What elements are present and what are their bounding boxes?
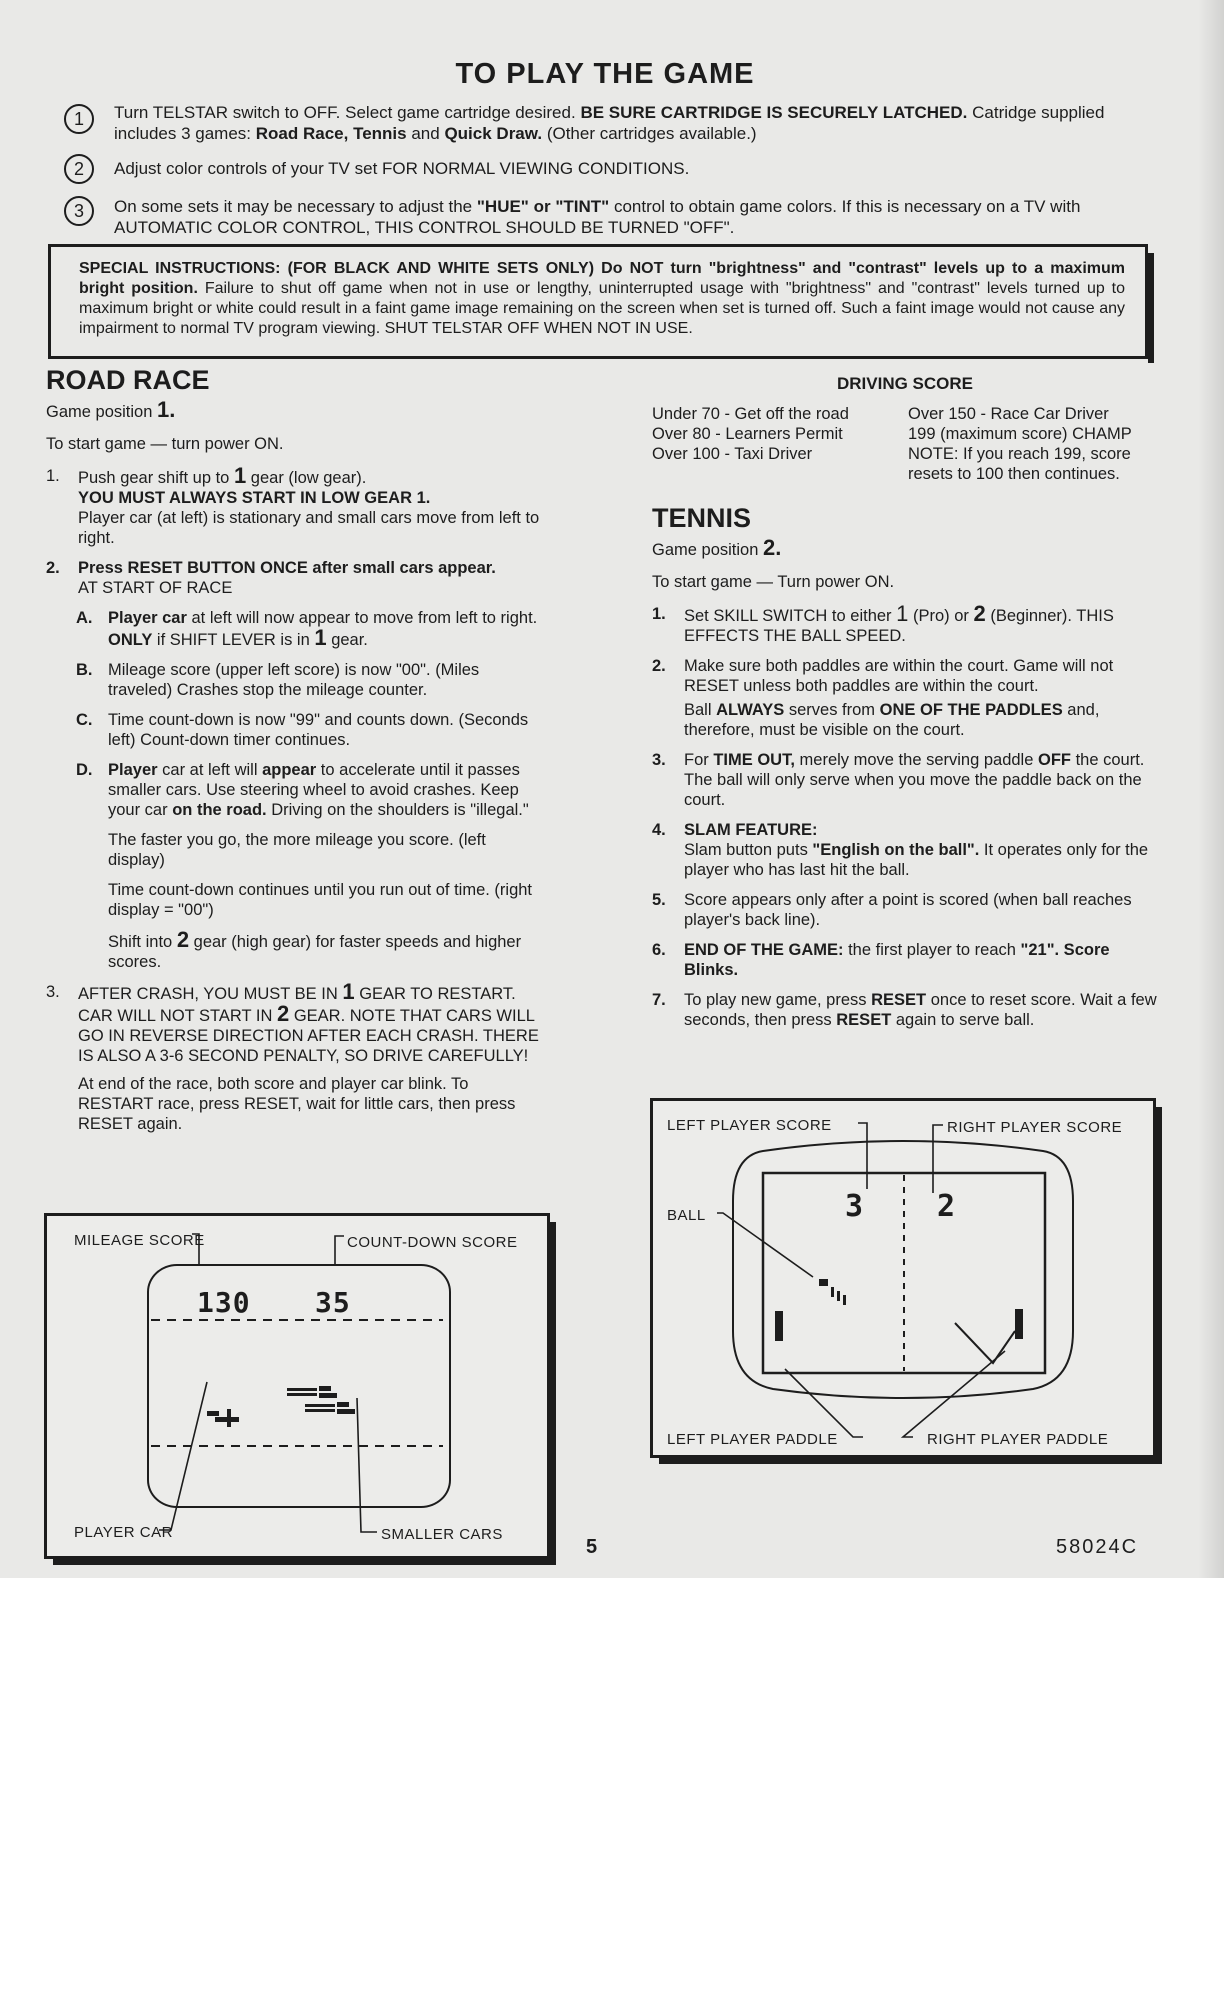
list-number: 1. [652,605,666,623]
driving-score-row: Over 80 - Learners Permit [652,425,843,443]
road-race-start: To start game — turn power ON. [46,435,284,453]
step-text-bold: Quick Draw. [444,124,543,143]
right-player-score-label: RIGHT PLAYER SCORE [947,1119,1123,1136]
game-position-number: 2. [762,535,782,560]
item-text: again to serve ball. [895,1011,1035,1029]
mileage-leader-line [192,1234,199,1264]
step-3 [64,196,1144,238]
road-race-drawing [47,1216,547,1556]
item-text: GEAR TO RESTART. CAR WILL NOT START IN [78,985,516,1025]
item-text: gear. [331,631,368,649]
tennis-serve-note [684,700,1158,740]
item-bold-text: "21". Score Blinks. [684,941,1110,979]
item-gear-number: 1 [314,625,327,650]
left-score-leader-line [858,1123,867,1189]
item-text: to accelerate until it passes smaller cars. Use steering wheel to avoid crashes. Keep your car [108,761,520,819]
step-text-part: Turn TELSTAR switch to OFF. Select game cartridge desired. [114,103,576,122]
skill-number: 1 [896,601,909,626]
item-text: car at left will [162,761,258,779]
game-position-number: 1. [156,397,176,422]
step-1 [64,102,1144,144]
tennis-item-1 [652,601,1158,646]
list-number: 2. [652,657,666,675]
list-letter: A. [76,609,93,627]
driving-score-note: NOTE: If you reach 199, score resets to 100 then continues. [908,445,1131,483]
special-instructions-text: Failure to shut off game when not in use or lengthy, uninterrupted usage with "brightness" and "contrast" levels turned up to maximum bright or white could result in a faint game image remaining on the screen when set is turned off. Such a faint image would not cause any impairment to normal TV program viewing. SHUT TELSTAR OFF WHEN NOT IN USE. [79,280,1125,337]
list-number: 2. [46,559,60,577]
step-number: 1 [64,104,94,134]
road-race-item-2a [76,608,546,650]
road-race-item-2 [46,558,546,598]
step-text-bold: "HUE" or "TINT" [476,197,610,216]
item-gear-number: 1 [342,979,355,1004]
step-number: 3 [64,196,94,226]
road-race-shift-note [108,927,546,972]
road-race-restart-note: At end of the race, both score and player car blink. To RESTART race, press RESET, wait for little cars, then press RESET again. [78,1075,516,1133]
item-text: AFTER CRASH, YOU MUST BE IN [78,985,338,1003]
tennis-diagram [650,1098,1156,1458]
item-text: the court. The ball will only serve when you move the paddle back on the court. [684,751,1145,809]
smaller-cars-icon [287,1386,355,1414]
tennis-item-4 [652,820,1158,880]
list-letter: C. [76,711,93,729]
driving-score-left [652,404,897,484]
item-gear-number: 1 [233,463,247,488]
item-bold-text: SLAM FEATURE: [684,821,818,839]
list-number: 1. [46,467,60,485]
item-text: Ball [684,701,712,719]
list-number: 5. [652,891,666,909]
road-race-section [46,365,546,1144]
ball-label: BALL [667,1207,706,1224]
player-car-leader-line [159,1382,207,1530]
item-text: (Pro) or [913,607,969,625]
item-text: Shift into [108,933,173,951]
player-car-icon [207,1409,239,1427]
tennis-start: To start game — Turn power ON. [652,573,895,591]
countdown-score-label: COUNT-DOWN SCORE [347,1234,518,1251]
left-paddle-icon [775,1311,783,1341]
item-text: serves from [788,701,876,719]
list-letter: B. [76,661,93,679]
step-text: Adjust color controls of your TV set FOR NORMAL VIEWING CONDITIONS. [114,159,690,178]
item-text: To play new game, press [684,991,867,1009]
list-letter: D. [76,761,93,779]
item-text: Slam button puts [684,841,808,859]
tennis-game-position [652,535,1158,560]
road-race-game-position [46,397,546,422]
item-bold-text: ONE OF THE PADDLES [879,701,1063,719]
left-player-score-label: LEFT PLAYER SCORE [667,1117,832,1134]
smaller-cars-label: SMALLER CARS [381,1526,503,1543]
item-text: Mileage score (upper left score) is now "00". (Miles traveled) Crashes stop the mileage counter. [108,661,480,699]
ball-path [955,1323,1015,1363]
left-player-paddle-label: LEFT PLAYER PADDLE [667,1431,838,1448]
road-race-item-2c [76,710,546,750]
item-text: the first player to reach [848,941,1016,959]
tennis-item-2 [652,656,1158,740]
item-text: Player car (at left) is stationary and small cars move from left to right. [78,509,540,547]
list-number: 7. [652,991,666,1009]
item-gear-number: 2 [276,1001,290,1026]
item-text: It operates only for the player who has last hit the ball. [684,841,1149,879]
driving-score-table [652,404,1158,484]
page-number: 5 [586,1536,598,1558]
special-instructions-box [48,244,1148,359]
step-text-bold: Road Race, Tennis [255,124,407,143]
mileage-score-label: MILEAGE SCORE [74,1232,205,1249]
item-bold-text: TIME OUT, [713,751,795,769]
right-paddle-icon [1015,1309,1023,1339]
item-text: gear (low gear). [250,469,367,487]
step-text-part: Catridge supplied includes 3 games: [114,103,1105,143]
tennis-heading: TENNIS [652,503,752,533]
list-number: 3. [652,751,666,769]
item-bold-text: Player car [108,609,187,627]
step-text-bold: BE SURE CARTRIDGE IS SECURELY LATCHED. [580,103,968,122]
tennis-item-5 [652,890,1158,930]
road-race-item-2d [76,760,546,820]
tennis-item-7 [652,990,1158,1030]
step-text-part: (Other cartridges available.) [546,124,757,143]
left-paddle-leader-line [785,1369,863,1437]
road-race-item-2b [76,660,546,700]
driving-score-heading: DRIVING SCORE [836,374,974,393]
item-bold-text: Press RESET BUTTON ONCE after small cars appear. [78,559,496,577]
driving-score-row: Over 100 - Taxi Driver [652,445,813,463]
driving-score-right [908,404,1158,484]
item-bold-text: OFF [1038,751,1071,769]
road-race-item-1 [46,463,546,548]
item-bold-text: ALWAYS [716,701,785,719]
item-text: For [684,751,709,769]
countdown-score-value: 35 [315,1286,351,1319]
road-race-mileage-note: The faster you go, the more mileage you score. (left display) [108,831,486,869]
ball-icon [819,1279,846,1305]
game-position-label: Game position [652,541,759,559]
item-text: Make sure both paddles are within the court. Game will not RESET unless both paddles are within the court. [684,657,1114,695]
tennis-drawing [653,1101,1153,1455]
item-text: Driving on the shoulders is "illegal." [271,801,529,819]
item-text: if SHIFT LEVER is in [156,631,310,649]
item-text: Set SKILL SWITCH to either [684,607,892,625]
road-race-item-3 [46,979,546,1066]
item-bold-text: YOU MUST ALWAYS START IN LOW GEAR 1. [78,489,431,507]
left-player-score-value: 3 [845,1189,864,1224]
driving-score-row: 199 (maximum score) CHAMP [908,425,1132,443]
item-text: AT START OF RACE [78,579,233,597]
item-text: gear (high gear) for faster speeds and higher scores. [108,933,522,971]
document-code: 58024C [1056,1536,1139,1558]
item-gear-number: 2 [176,927,190,952]
item-text: merely move the serving paddle [799,751,1034,769]
right-player-paddle-label: RIGHT PLAYER PADDLE [927,1431,1109,1448]
item-bold-text: ONLY [108,631,153,649]
step-text [114,102,1144,144]
item-text: Score appears only after a point is scored (when ball reaches player's back line). [684,891,1132,929]
special-instructions-heading: SPECIAL INSTRUCTIONS: (FOR BLACK AND WHITE SETS ONLY) Do NOT turn "brightness" and "contrast" levels up to a maximum bright position. [79,260,1125,297]
right-column [652,372,1158,1040]
item-bold-text: appear [262,761,317,779]
item-bold-text: "English on the ball". [812,841,980,859]
item-bold-text: END OF THE GAME: [684,941,844,959]
smaller-cars-leader-line [357,1398,377,1532]
ball-leader-line [717,1213,813,1277]
item-text: Push gear shift up to [78,469,230,487]
tennis-item-6 [652,940,1158,980]
item-text: GEAR. NOTE THAT CARS WILL GO IN REVERSE DIRECTION AFTER EACH CRASH. THERE IS ALSO A 3-6 SECOND PENALTY, SO DRIVE CAREFULLY! [78,1007,539,1065]
list-number: 6. [652,941,666,959]
driving-score-row: Under 70 - Get off the road [652,405,849,423]
item-text: once to reset score. Wait a few seconds, then press [684,991,1157,1029]
skill-number: 2 [973,601,986,626]
driving-score-row: Over 150 - Race Car Driver [908,405,1109,423]
item-bold-text: on the road. [172,801,267,819]
countdown-leader-line [335,1236,344,1264]
list-number: 4. [652,821,666,839]
right-score-leader-line [933,1125,943,1193]
page-title: TO PLAY THE GAME [455,58,755,90]
item-bold-text: Player [108,761,158,779]
item-bold-text: RESET [871,991,927,1009]
tennis-item-3 [652,750,1158,810]
item-text: Time count-down is now "99" and counts down. (Seconds left) Count-down timer continues. [108,711,529,749]
mileage-score-value: 130 [197,1286,251,1319]
step-number: 2 [64,154,94,184]
item-text: at left will now appear to move from left to right. [191,609,538,627]
item-bold-text: RESET [836,1011,892,1029]
step-2 [64,158,1144,179]
step-text-part: and [411,124,440,143]
road-race-diagram [44,1213,550,1559]
step-text-part: On some sets it may be necessary to adjust the [114,197,473,216]
player-car-label: PLAYER CAR [74,1524,173,1541]
game-position-label: Game position [46,403,153,421]
step-text-part: control to obtain game colors. If this is necessary on a TV with AUTOMATIC COLOR CONTROL, THIS CONTROL SHOULD BE TURNED "OFF". [114,197,1081,237]
road-race-countdown-note: Time count-down continues until you run out of time. (right display = "00") [108,881,533,919]
right-player-score-value: 2 [937,1189,956,1224]
step-text [114,196,1144,238]
list-number: 3. [46,983,60,1001]
item-text: and, therefore, must be visible on the court. [684,701,1100,739]
road-race-heading: ROAD RACE [46,365,210,395]
item-text: (Beginner). THIS EFFECTS THE BALL SPEED. [684,607,1114,645]
